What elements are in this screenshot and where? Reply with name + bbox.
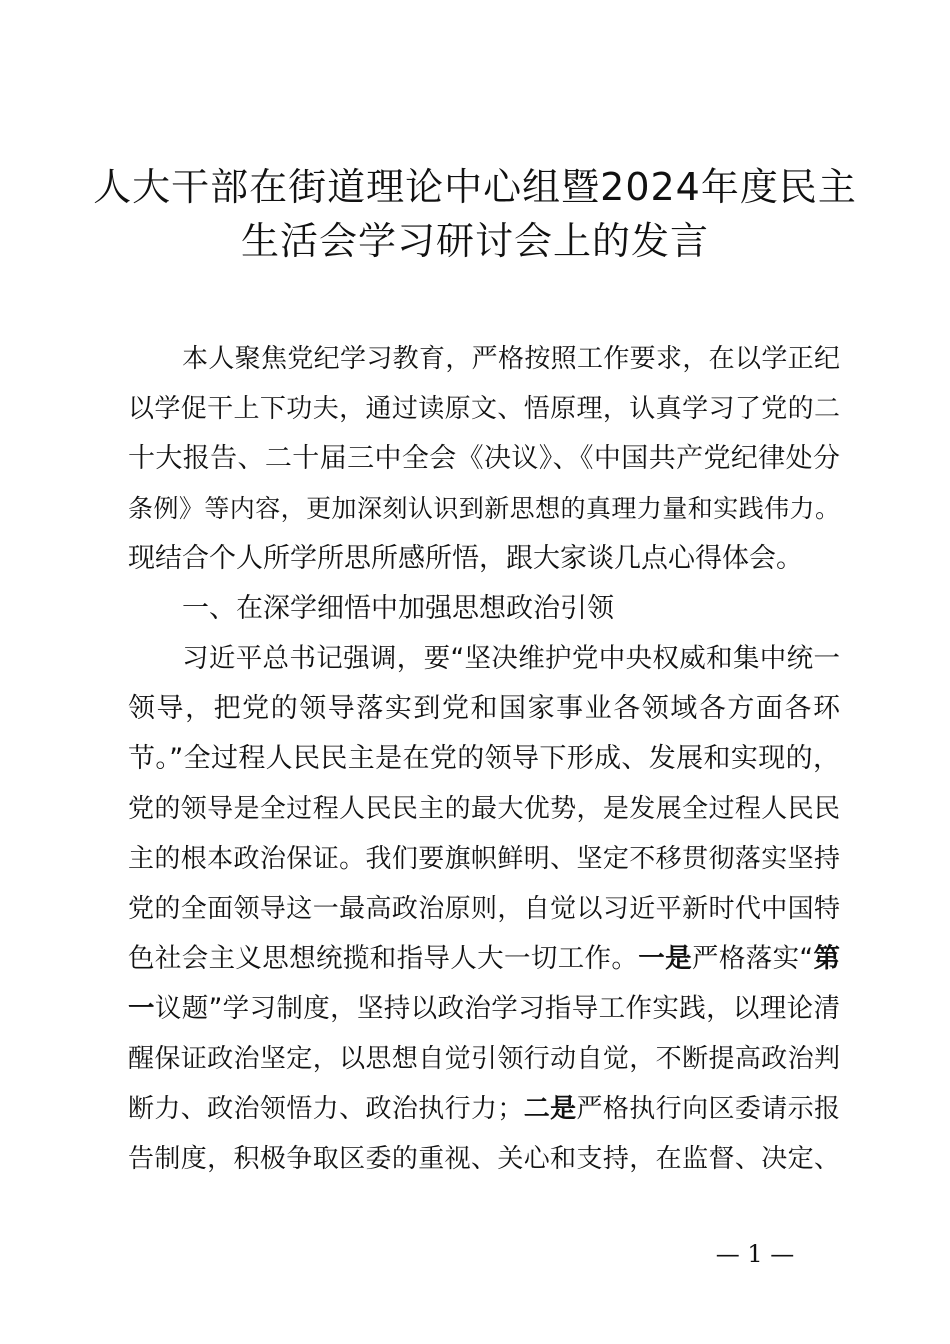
page-number: — 1 —: [715, 1240, 795, 1268]
text-line: 一、在深学细悟中加强思想政治引领: [182, 593, 614, 624]
text-line: 条例》等内容，更加深刻认识到新思想的真理力量和实践伟力。: [128, 494, 840, 523]
text-line: 本人聚焦党纪学习教育，严格按照工作要求，在以学正纪: [182, 344, 840, 374]
document-body: [128, 334, 840, 1184]
text-line: [128, 984, 840, 1034]
text-segment: 色社会主义思想统揽和指导人大一切工作。: [128, 943, 639, 974]
text-line: [128, 934, 840, 984]
text-segment: 严格落实“: [692, 943, 814, 974]
text-line: 领导，把党的领导落实到党和国家事业各领域各方面各环: [128, 693, 840, 724]
text-segment: 断力、政治领悟力、政治执行力；: [128, 1094, 524, 1124]
bold-text: 二是: [523, 1094, 577, 1124]
text-line: [128, 1084, 840, 1134]
title-line: 生活会学习研讨会上的发言: [240, 219, 709, 263]
text-line: 现结合个人所学所思所感所悟，跟大家谈几点心得体会。: [128, 543, 803, 574]
text-segment: 议题”学习制度，坚持以政治学习指导工作实践，以理论清: [154, 993, 840, 1024]
bold-text: 一: [128, 993, 155, 1024]
text-segment: 严格执行向区委请示报: [576, 1094, 840, 1124]
text-line: 党的全面领导这一最高政治原则，自觉以习近平新时代中国特: [128, 894, 840, 924]
text-line: 主的根本政治保证。我们要旗帜鲜明、坚定不移贯彻落实坚持: [128, 844, 840, 874]
text-line: 告制度，积极争取区委的重视、关心和支持，在监督、决定、: [128, 1144, 840, 1174]
text-line: 节。”全过程人民民主是在党的领导下形成、发展和实现的，: [128, 743, 840, 774]
document-title: [0, 160, 950, 268]
text-line: 醒保证政治坚定，以思想自觉引领行动自觉，不断提高政治判: [128, 1044, 840, 1074]
text-line: 党的领导是全过程人民民主的最大优势，是发展全过程人民民: [128, 794, 840, 824]
text-line: 习近平总书记强调，要“坚决维护党中央权威和集中统一: [182, 643, 840, 674]
text-line: 以学促干上下功夫，通过读原文、悟原理，认真学习了党的二: [128, 394, 840, 424]
bold-text: 第: [813, 943, 841, 974]
title-line: 人大干部在街道理论中心组暨2024年度民主: [93, 165, 857, 209]
bold-text: 一是: [638, 943, 692, 974]
text-line: 十大报告、二十届三中全会《决议》、《中国共产党纪律处分: [128, 443, 840, 474]
